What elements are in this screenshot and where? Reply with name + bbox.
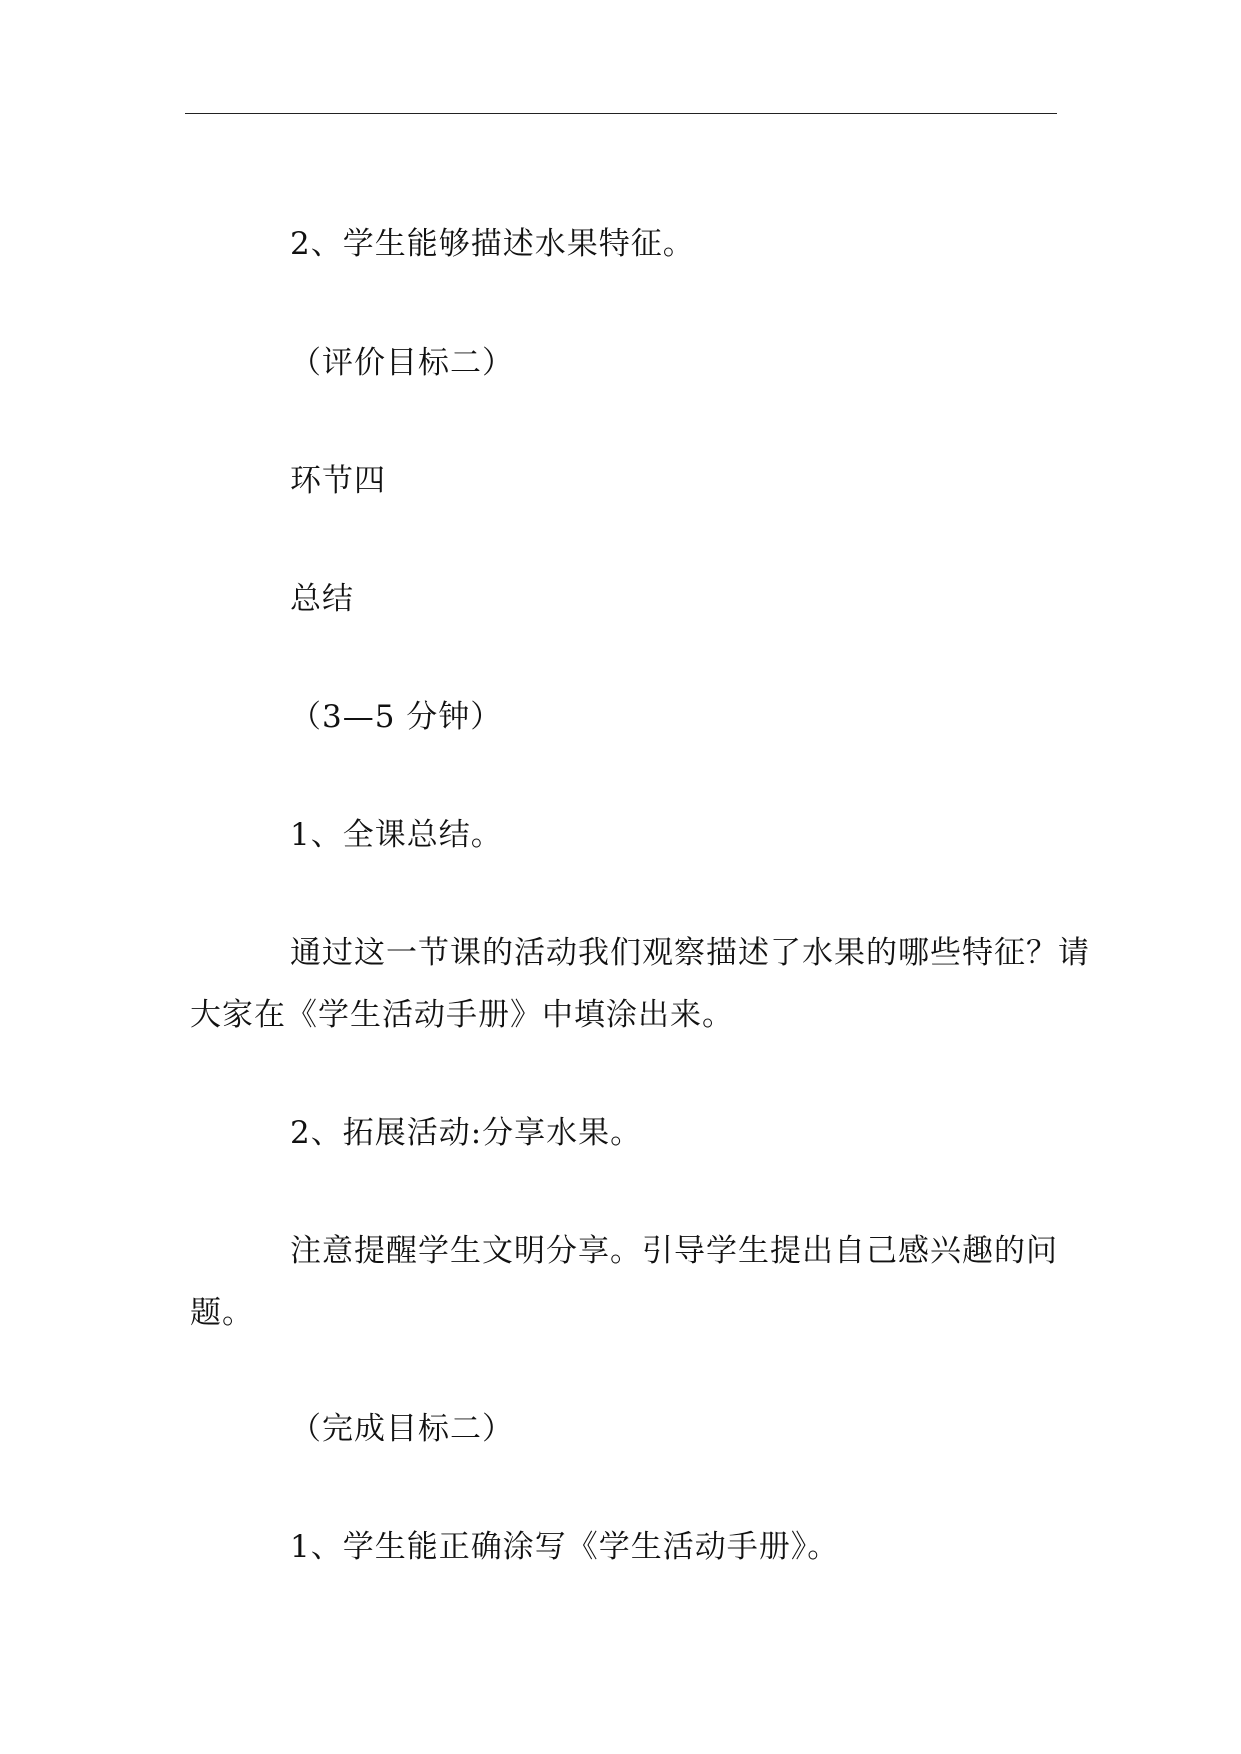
paragraph: （完成目标二） <box>290 1411 514 1447</box>
paragraph: 环节四 <box>290 463 386 499</box>
paragraph: （评价目标二） <box>290 345 514 381</box>
paragraph: 注意提醒学生文明分享。引导学生提出自己感兴趣的问题。 <box>190 1233 1058 1331</box>
paragraph: （3—5 分钟） <box>290 699 503 735</box>
paragraph: 1、全课总结。 <box>290 817 503 853</box>
header-rule <box>185 113 1057 114</box>
paragraph: 1、学生能正确涂写《学生活动手册》。 <box>290 1529 840 1565</box>
paragraph: 2、学生能够描述水果特征。 <box>290 226 695 262</box>
paragraph: 通过这一节课的活动我们观察描述了水果的哪些特征？请大家在《学生活动手册》中填涂出来。 <box>190 935 1090 1033</box>
paragraph: 总结 <box>290 581 354 617</box>
paragraph: 2、拓展活动:分享水果。 <box>290 1115 643 1151</box>
